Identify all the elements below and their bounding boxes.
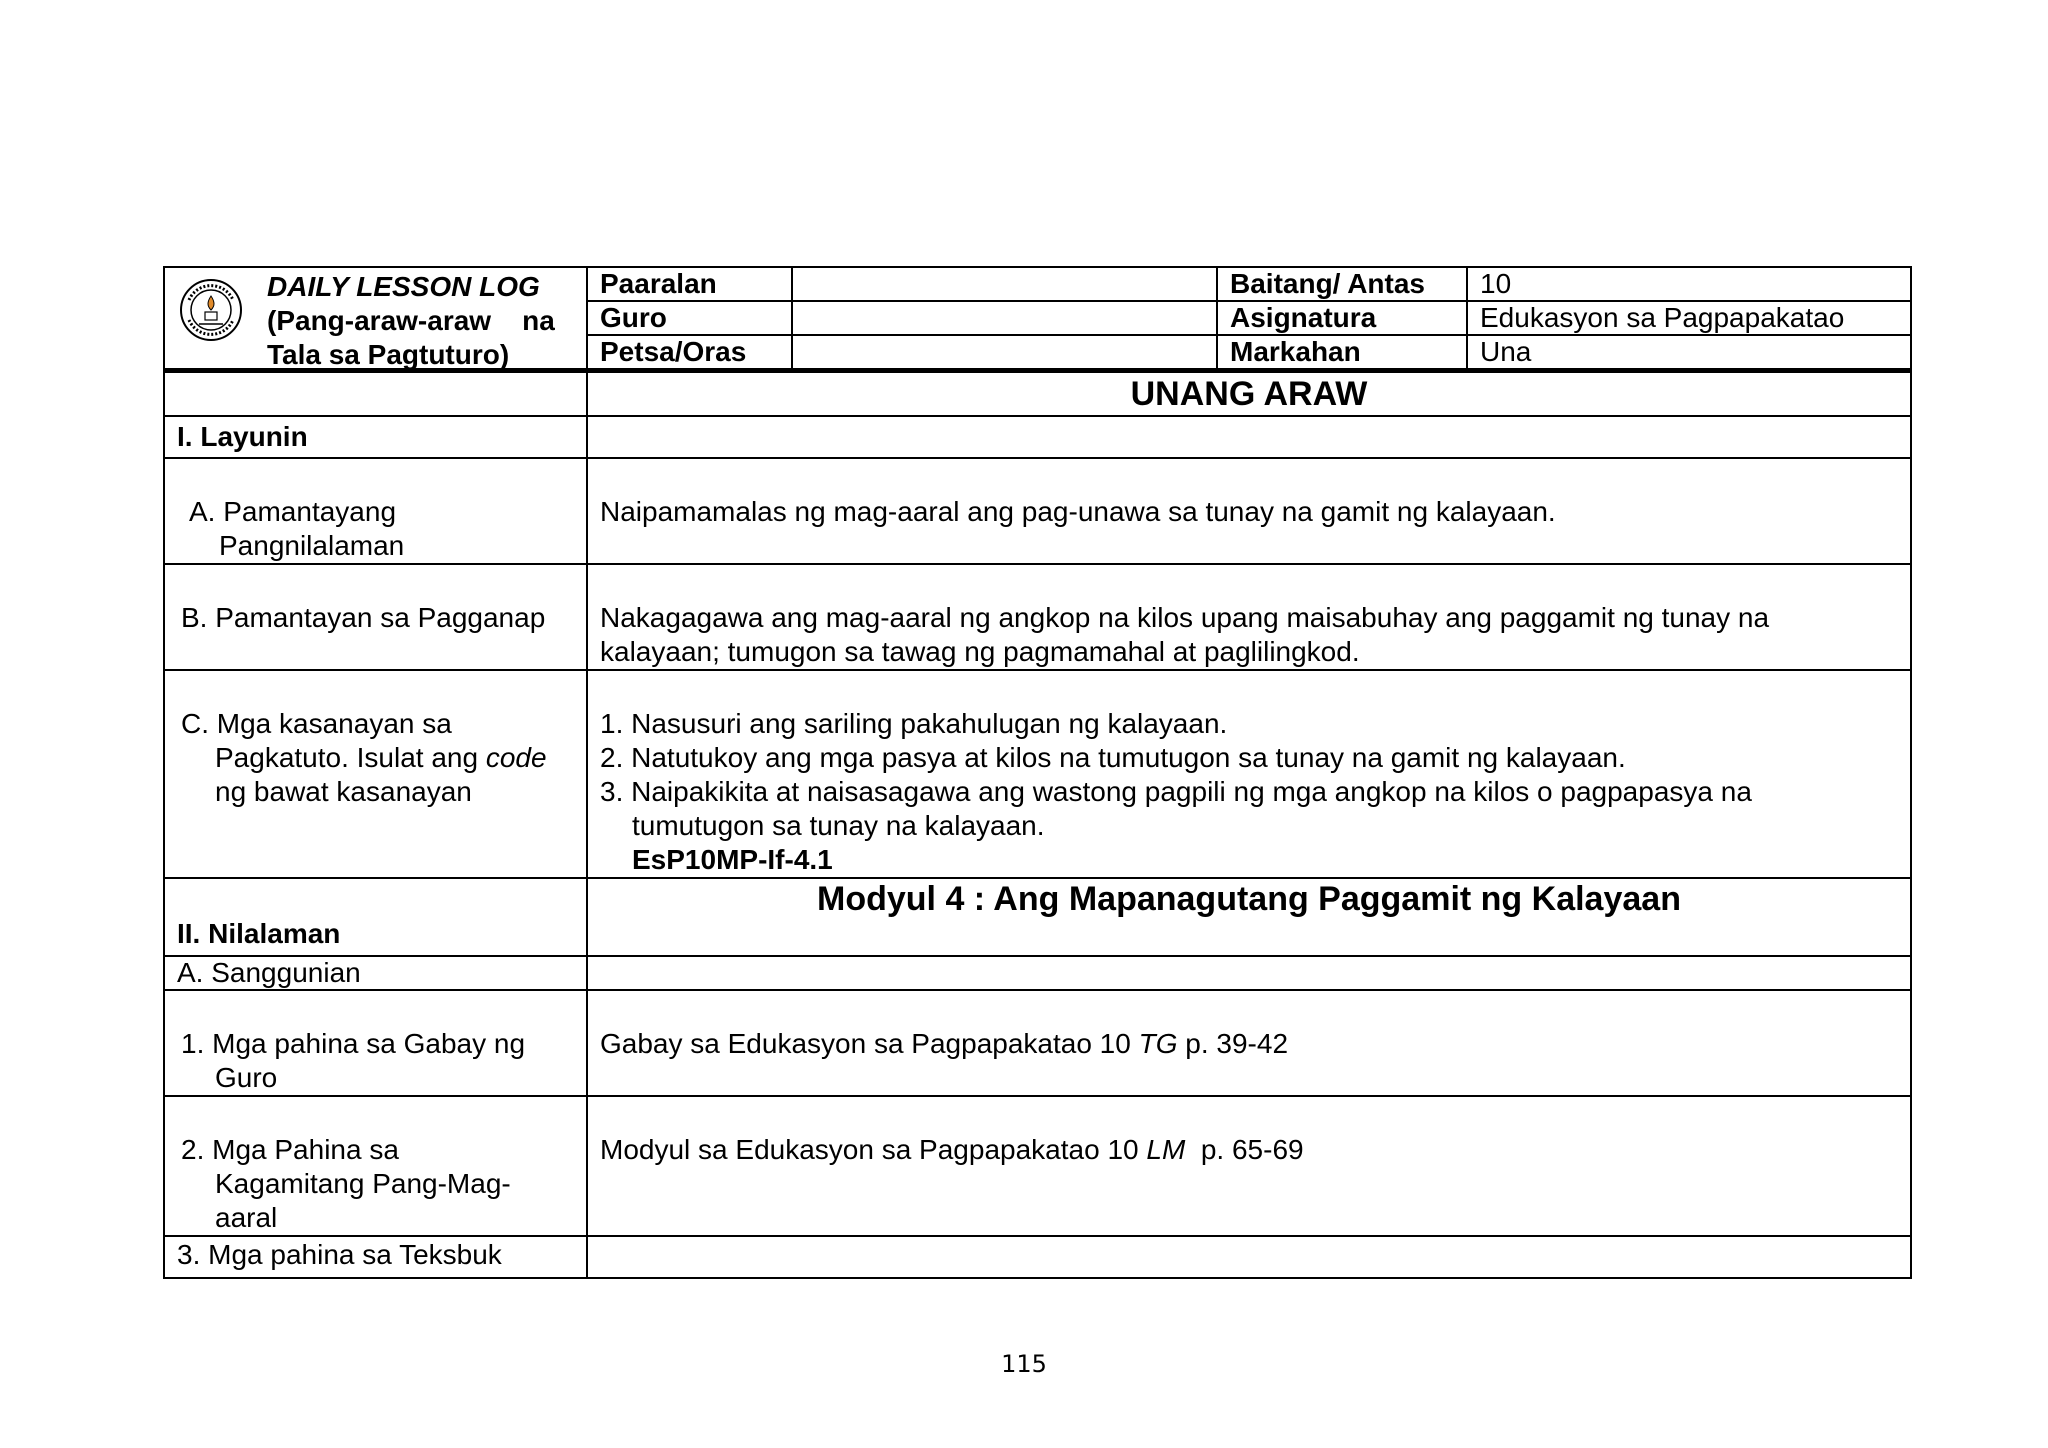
kagamitan-label xyxy=(164,1096,587,1236)
field-label-petsa: Petsa/Oras xyxy=(587,335,792,371)
nilalaman-row xyxy=(164,878,1911,956)
field-value-guro xyxy=(792,301,1217,335)
layunin-content xyxy=(587,416,1911,458)
gabay-text-a: Gabay sa Edukasyon sa Pagpapakatao 10 xyxy=(600,1028,1139,1059)
kasanayan-label-line2a: Pagkatuto. Isulat ang xyxy=(215,742,486,773)
pamantayang-text: Naipamamalas ng mag-aaral ang pag-unawa sa tunay na gamit ng kalayaan. xyxy=(587,458,1911,564)
section-nilalaman: II. Nilalaman xyxy=(164,878,587,956)
title-line-3: Tala sa Pagtuturo) xyxy=(267,339,510,370)
kasanayan-row xyxy=(164,670,1911,878)
pagganap-label xyxy=(164,564,587,670)
kasanayan-label-code-word: code xyxy=(485,742,547,773)
teksbuk-label: 3. Mga pahina sa Teksbuk xyxy=(164,1236,587,1278)
pagganap-text-line1: Nakagagawa ang mag-aaral ng angkop na kilos upang maisabuhay ang paggamit ng tunay na xyxy=(600,602,1770,633)
pagganap-row xyxy=(164,564,1911,670)
kagamitan-label-line2: Kagamitang Pang-Mag- xyxy=(215,1168,511,1199)
title-line-1: DAILY LESSON LOG xyxy=(267,271,540,302)
kagamitan-text-a: Modyul sa Edukasyon sa Pagpapakatao 10 xyxy=(600,1134,1147,1165)
kasanayan-label-line3: ng bawat kasanayan xyxy=(215,776,472,807)
field-label-paaralan: Paaralan xyxy=(587,267,792,301)
pagganap-text xyxy=(587,564,1911,670)
kagamitan-text-c: p. 65-69 xyxy=(1185,1134,1304,1165)
header-row-paaralan xyxy=(164,267,1911,301)
kagamitan-row xyxy=(164,1096,1911,1236)
field-label-baitang: Baitang/ Antas xyxy=(1217,267,1467,301)
title-line-2: (Pang-araw-araw na xyxy=(267,305,555,336)
field-value-baitang: 10 xyxy=(1467,267,1911,301)
teksbuk-content xyxy=(587,1236,1911,1278)
field-value-asignatura: Edukasyon sa Pagpapakatao xyxy=(1467,301,1911,335)
kasanayan-code: EsP10MP-If-4.1 xyxy=(632,844,833,875)
document-title xyxy=(267,270,576,372)
pagganap-text-line2: kalayaan; tumugon sa tawag ng pagmamahal at paglilingkod. xyxy=(600,636,1360,667)
kasanayan-item-3: 3. Naipakikita at naisasagawa ang wastong pagpili ng mga angkop na kilos o pagpapasya na tumutugon sa tunay na kalayaan. xyxy=(600,776,1752,841)
pamantayang-label-line2: Pangnilalaman xyxy=(219,530,405,561)
gabay-label-line2: Guro xyxy=(215,1062,278,1093)
field-label-guro: Guro xyxy=(587,301,792,335)
pamantayang-label-line1: A. Pamantayang xyxy=(189,496,397,527)
module-title: Modyul 4 : Ang Mapanagutang Paggamit ng Kalayaan xyxy=(587,878,1911,956)
pamantayang-label xyxy=(164,458,587,564)
field-label-markahan: Markahan xyxy=(1217,335,1467,371)
lesson-log-table xyxy=(163,266,1912,1279)
day-title: UNANG ARAW xyxy=(587,371,1911,417)
gabay-label-line1: 1. Mga pahina sa Gabay ng xyxy=(181,1028,526,1059)
teksbuk-row xyxy=(164,1236,1911,1278)
field-value-paaralan xyxy=(792,267,1217,301)
gabay-row xyxy=(164,990,1911,1096)
deped-seal-icon xyxy=(179,278,243,342)
header-logo-cell xyxy=(164,267,587,371)
gabay-text xyxy=(587,990,1911,1096)
kasanayan-label xyxy=(164,670,587,878)
section-sanggunian: A. Sanggunian xyxy=(164,956,587,990)
gabay-label xyxy=(164,990,587,1096)
kagamitan-text xyxy=(587,1096,1911,1236)
sanggunian-content xyxy=(587,956,1911,990)
gabay-text-c: p. 39-42 xyxy=(1177,1028,1289,1059)
field-value-petsa xyxy=(792,335,1217,371)
day-row-blank xyxy=(164,371,587,417)
kagamitan-label-line3: aaral xyxy=(215,1202,278,1233)
gabay-text-tg: TG xyxy=(1138,1028,1178,1059)
pagganap-label-text: B. Pamantayan sa Pagganap xyxy=(181,602,546,633)
kagamitan-text-lm: LM xyxy=(1146,1134,1186,1165)
day-row xyxy=(164,371,1911,417)
page-number: 115 xyxy=(1001,1350,1047,1378)
kasanayan-list xyxy=(587,670,1911,878)
layunin-row xyxy=(164,416,1911,458)
kasanayan-item-1: 1. Nasusuri ang sariling pakahulugan ng kalayaan. xyxy=(600,708,1228,739)
section-layunin: I. Layunin xyxy=(164,416,587,458)
kasanayan-item-2: 2. Natutukoy ang mga pasya at kilos na tumutugon sa tunay na gamit ng kalayaan. xyxy=(600,742,1626,773)
field-value-markahan: Una xyxy=(1467,335,1911,371)
pamantayang-row xyxy=(164,458,1911,564)
field-label-asignatura: Asignatura xyxy=(1217,301,1467,335)
sanggunian-row xyxy=(164,956,1911,990)
kasanayan-label-line2 xyxy=(177,741,574,775)
kasanayan-label-line1: C. Mga kasanayan sa xyxy=(181,708,452,739)
kagamitan-label-line1: 2. Mga Pahina sa xyxy=(181,1134,399,1165)
